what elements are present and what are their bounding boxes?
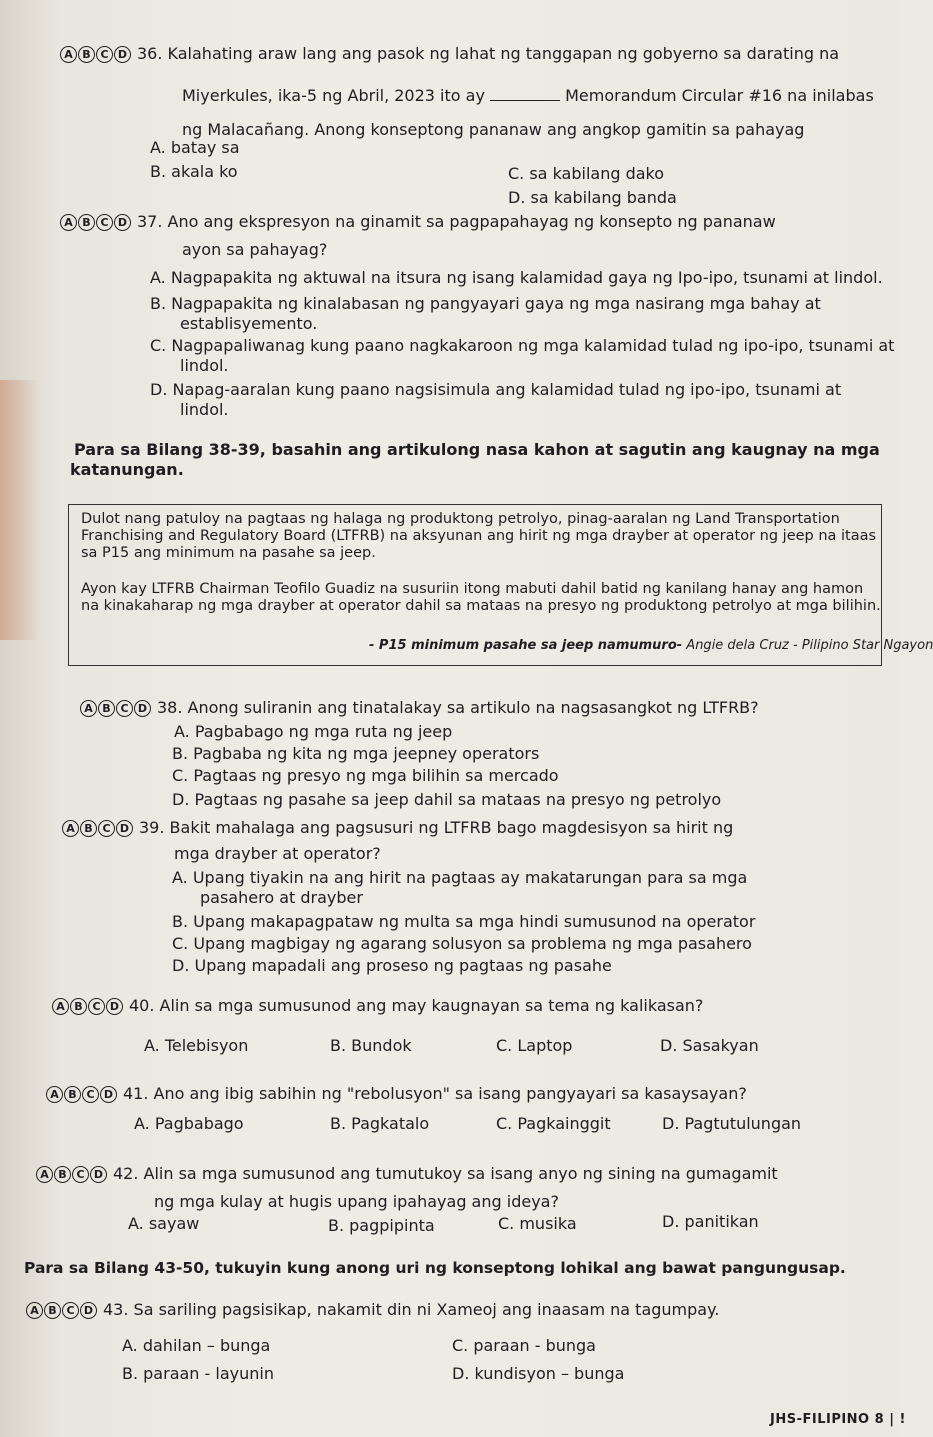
question-text: 37. Ano ang ekspresyon na ginamit sa pagpapahayag ng konsepto ng pananaw [137,212,776,231]
option-b: B. Bundok [330,1036,412,1055]
answer-bubbles[interactable] [80,700,151,717]
instruction-43-50: Para sa Bilang 43-50, tukuyin kung anong uri ng konseptong lohikal ang bawat pangungusap. [24,1259,846,1277]
bubble-b[interactable]: B [54,1166,71,1183]
option-a-cont: pasahero at drayber [200,888,363,907]
option-b: B. Nagpapakita ng kinalabasan ng pangyayari gaya ng mga nasirang mga bahay at [150,294,821,313]
option-a: A. Telebisyon [144,1036,249,1055]
option-c-cont: lindol. [180,356,229,375]
bubble-c[interactable]: C [72,1166,89,1183]
bubble-d[interactable]: D [100,1086,117,1103]
bubble-a[interactable]: A [80,700,97,717]
question-text: 39. Bakit mahalaga ang pagsusuri ng LTFRB bago magdesisyon sa hirit ng [139,818,734,837]
option-d-cont: lindol. [180,400,229,419]
bubble-b[interactable]: B [98,700,115,717]
question-text: 41. Ano ang ibig sabihin ng "rebolusyon" sa isang pangyayari sa kasaysayan? [123,1084,747,1103]
instruction-38-39-cont: katanungan. [70,460,184,479]
question-text: Miyerkules, ika-5 ng Abril, 2023 ito ay [182,86,485,105]
bubble-c[interactable]: C [96,46,113,63]
option-c: C. sa kabilang dako [508,164,665,183]
bubble-a[interactable]: A [60,46,77,63]
source-title: - P15 minimum pasahe sa jeep namumuro- [369,638,683,653]
question-36 [60,44,839,64]
question-36-line2 [182,86,874,106]
option-d: D. Pagtutulungan [662,1114,802,1133]
option-d: D. Sasakyan [660,1036,759,1055]
option-d: D. Napag-aaralan kung paano nagsisimula ang kalamidad tulad ng ipo-ipo, tsunami at [150,380,842,399]
option-c: C. Laptop [496,1036,573,1055]
bubble-d[interactable]: D [80,1302,97,1319]
page-footer: JHS-FILIPINO 8 | ! [770,1412,906,1427]
bubble-d[interactable]: D [106,998,123,1015]
option-b: B. Upang makapagpataw ng multa sa mga hindi sumusunod na operator [172,912,756,931]
bubble-a[interactable]: A [60,214,77,231]
bubble-b[interactable]: B [70,998,87,1015]
option-c: C. Pagkainggit [496,1114,611,1133]
bubble-b[interactable]: B [80,820,97,837]
option-d: D. panitikan [662,1212,759,1231]
option-a: A. dahilan – bunga [122,1336,271,1355]
question-text: mga drayber at operator? [174,844,381,863]
answer-bubbles[interactable] [36,1166,107,1183]
option-b: B. Pagkatalo [330,1114,430,1133]
option-b: B. paraan - layunin [122,1364,274,1383]
bubble-b[interactable]: B [78,214,95,231]
bubble-b[interactable]: B [44,1302,61,1319]
answer-bubbles[interactable] [62,820,133,837]
question-text: 36. Kalahating araw lang ang pasok ng lahat ng tanggapan ng gobyerno sa darating na [137,44,840,63]
question-36-line3: ng Malacañang. Anong konseptong pananaw ang angkop gamitin sa pahayag [182,120,805,139]
option-a: A. Nagpapakita ng aktuwal na itsura ng isang kalamidad gaya ng Ipo-ipo, tsunami at lindol. [150,268,883,287]
bubble-c[interactable]: C [98,820,115,837]
answer-bubbles[interactable] [52,998,123,1015]
instruction-38-39: Para sa Bilang 38-39, basahin ang artikulong nasa kahon at sagutin ang kaugnay na mga [74,440,880,459]
question-43 [26,1300,719,1320]
answer-blank [490,86,560,101]
source-author: Angie dela Cruz - Pilipino Star Ngayon [682,638,933,653]
option-b-cont: establisyemento. [180,314,318,333]
bubble-c[interactable]: C [82,1086,99,1103]
bubble-a[interactable]: A [52,998,69,1015]
question-39 [62,818,733,838]
option-c: C. Upang magbigay ng agarang solusyon sa problema ng mga pasahero [172,934,752,953]
option-d: D. kundisyon – bunga [452,1364,625,1383]
option-a: A. Upang tiyakin na ang hirit na pagtaas ay makatarungan para sa mga [172,868,748,887]
option-b: B. akala ko [150,162,238,181]
question-text: ayon sa pahayag? [182,240,328,259]
question-40 [52,996,703,1016]
bubble-a[interactable]: A [46,1086,63,1103]
bubble-a[interactable]: A [62,820,79,837]
option-d: D. Upang mapadali ang proseso ng pagtaas ng pasahe [172,956,612,975]
question-text: 40. Alin sa mga sumusunod ang may kaugnayan sa tema ng kalikasan? [129,996,704,1015]
article-text: Franchising and Regulatory Board (LTFRB) na aksyunan ang hirit ng mga drayber at operator ng jeep na itaas [81,528,877,544]
question-text: Memorandum Circular #16 na inilabas [565,86,874,105]
answer-bubbles[interactable] [60,214,131,231]
question-38 [80,698,759,718]
question-text: 43. Sa sariling pagsisikap, nakamit din ni Xameoj ang inaasam na tagumpay. [103,1300,720,1319]
article-box [68,504,933,666]
option-c: C. paraan - bunga [452,1336,596,1355]
bubble-a[interactable]: A [26,1302,43,1319]
option-a: A. sayaw [128,1214,200,1233]
article-source [369,637,933,654]
question-text: 38. Anong suliranin ang tinatalakay sa artikulo na nagsasangkot ng LTFRB? [157,698,759,717]
option-d: D. Pagtaas ng pasahe sa jeep dahil sa mataas na presyo ng petrolyo [172,790,722,809]
option-b: B. Pagbaba ng kita ng mga jeepney operators [172,744,540,763]
bubble-d[interactable]: D [114,46,131,63]
question-41 [46,1084,747,1104]
bubble-d[interactable]: D [116,820,133,837]
question-text: 42. Alin sa mga sumusunod ang tumutukoy sa isang anyo ng sining na gumagamit [113,1164,778,1183]
article-text: Dulot nang patuloy na pagtaas ng halaga ng produktong petrolyo, pinag-aaralan ng Land Transportation [81,511,840,527]
bubble-c[interactable]: C [116,700,133,717]
option-c: C. Pagtaas ng presyo ng mga bilihin sa mercado [172,766,559,785]
option-b: B. pagpipinta [328,1216,435,1235]
option-d: D. sa kabilang banda [508,188,677,207]
option-c: C. Nagpapaliwanag kung paano nagkakaroon ng mga kalamidad tulad ng ipo-ipo, tsunami at [150,336,895,355]
bubble-d[interactable]: D [90,1166,107,1183]
answer-bubbles[interactable] [60,46,131,63]
option-a: A. batay sa [150,138,240,157]
bubble-b[interactable]: B [78,46,95,63]
option-c: C. musika [498,1214,577,1233]
bubble-c[interactable]: C [62,1302,79,1319]
option-a: A. Pagbabago [134,1114,244,1133]
finger-shadow [0,380,40,640]
bubble-c[interactable]: C [88,998,105,1015]
question-42 [36,1164,778,1184]
question-37 [60,212,776,232]
article-text: na kinakaharap ng mga drayber at operator dahil sa mataas na presyo ng produktong petrolyo at mga bilihin. [81,598,881,614]
bubble-b[interactable]: B [64,1086,81,1103]
answer-bubbles[interactable] [26,1302,97,1319]
answer-bubbles[interactable] [46,1086,117,1103]
bubble-c[interactable]: C [96,214,113,231]
bubble-a[interactable]: A [36,1166,53,1183]
article-text: Ayon kay LTFRB Chairman Teofilo Guadiz na susuriin itong mabuti dahil batid ng kanilang hanay ang hamon [81,581,864,597]
question-text: ng mga kulay at hugis upang ipahayag ang ideya? [154,1192,559,1211]
option-a: A. Pagbabago ng mga ruta ng jeep [174,722,453,741]
bubble-d[interactable]: D [114,214,131,231]
bubble-d[interactable]: D [134,700,151,717]
article-text: sa P15 ang minimum na pasahe sa jeep. [81,545,376,561]
